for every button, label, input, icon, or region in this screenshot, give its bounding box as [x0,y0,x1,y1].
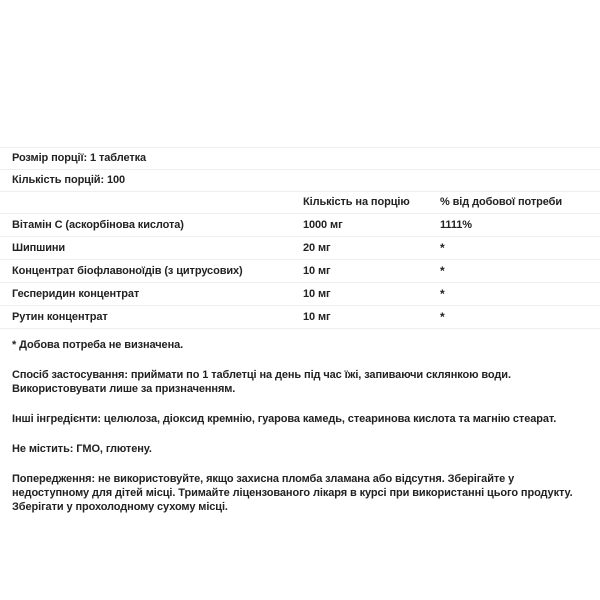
nutrient-daily-value: * [440,237,600,260]
table-header-row [0,192,600,214]
nutrient-name: Рутин концентрат [0,306,303,329]
nutrient-daily-value: * [440,260,600,283]
nutrient-amount: 10 мг [303,283,440,306]
free-of-text: Не містить: ГМО, глютену. [12,443,152,455]
table-row [0,237,600,260]
table-row [0,283,600,306]
warning-text: Попередження: не використовуйте, якщо захисна пломба зламана або відсутня. Зберігайте у недоступному для дітей місці. Тримайте ліцензованого лікаря в курсі при використанні цього продукту. Зберігати у прохолодному сухому місці. [12,473,573,513]
nutrient-amount: 1000 мг [303,214,440,237]
serving-size-label: Розмір порції: 1 таблетка [12,152,147,164]
serving-size-row [0,148,600,169]
nutrition-table-body [0,214,600,329]
table-row [0,260,600,283]
nutrient-daily-value: 1111% [440,214,600,237]
daily-value-footnote: * Добова потреба не визначена. [12,339,184,351]
nutrient-name: Вітамін C (аскорбінова кислота) [0,214,303,237]
nutrient-name: Концентрат біофлавоноїдів (з цитрусових) [0,260,303,283]
nutrient-amount: 20 мг [303,237,440,260]
column-header-amount-per-serving: Кількість на порцію [303,192,440,214]
nutrition-table [0,192,600,329]
table-row [0,306,600,329]
nutrient-amount: 10 мг [303,306,440,329]
nutrient-daily-value: * [440,306,600,329]
directions-text: Спосіб застосування: приймати по 1 таблетці на день під час їжі, запиваючи склянкою води. Використовувати лише за призначенням. [12,369,511,395]
nutrient-name: Гесперидин концентрат [0,283,303,306]
notes-section [0,338,600,514]
other-ingredients-text: Інші інгредієнти: целюлоза, діоксид кремнію, гуарова камедь, стеаринова кислота та магнію стеарат. [12,413,557,425]
servings-per-container-label: Кількість порцій: 100 [12,174,126,186]
nutrient-amount: 10 мг [303,260,440,283]
servings-per-container-row [0,170,600,191]
nutrient-name: Шипшини [0,237,303,260]
nutrition-table-head [0,192,600,214]
column-header-percent-daily-value: % від добової потреби [440,192,600,214]
table-row [0,214,600,237]
column-header-nutrient [0,192,303,214]
nutrient-daily-value: * [440,283,600,306]
